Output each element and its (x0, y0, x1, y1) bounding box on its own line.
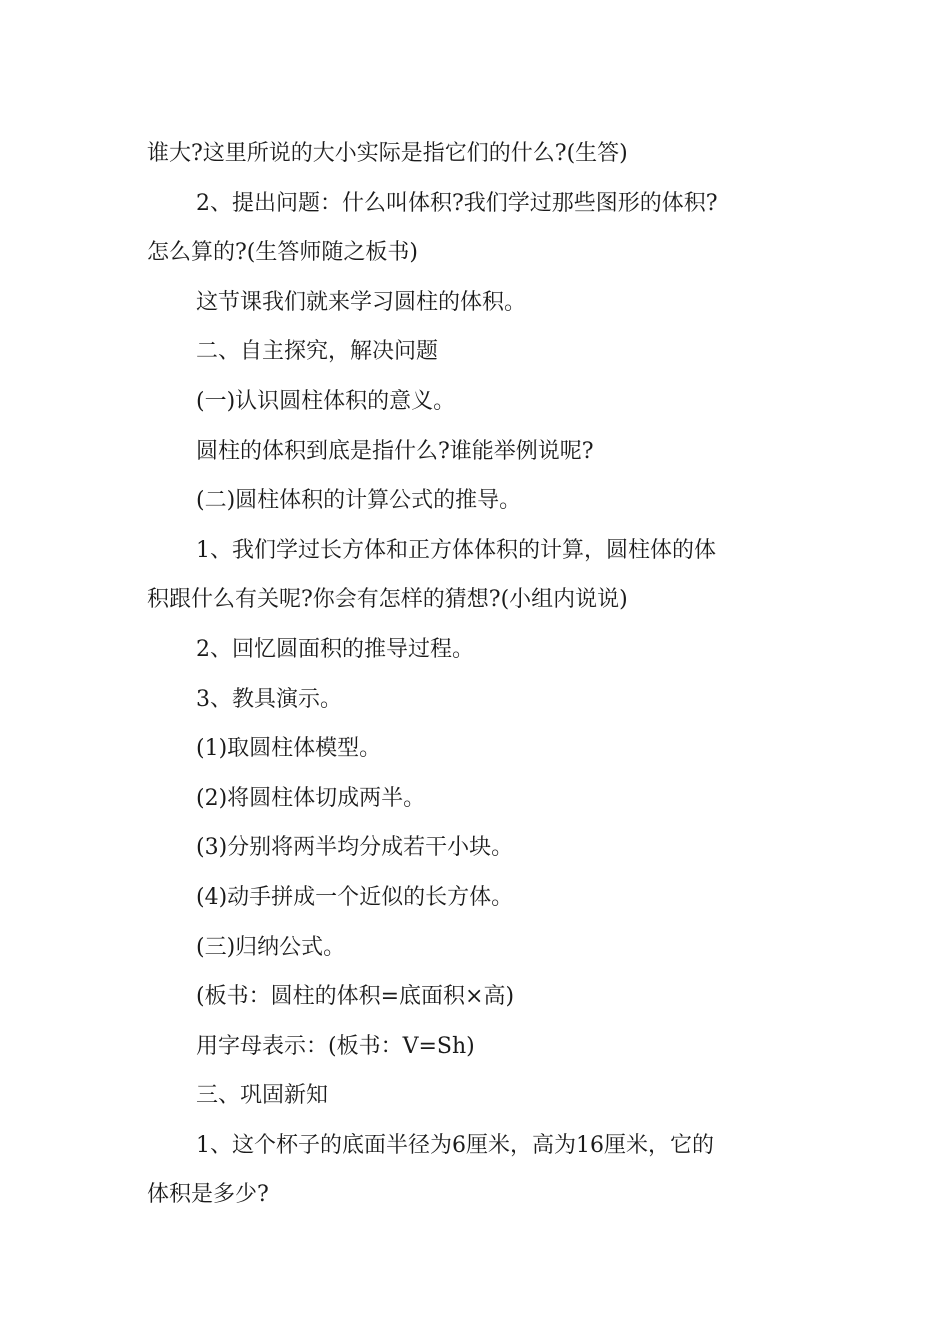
paragraph-line: 1、这个杯子的底面半径为6厘米，高为16厘米，它的 (196, 1132, 714, 1158)
paragraph-line: 怎么算的?(生答师随之板书) (147, 240, 418, 266)
paragraph-line: 体积是多少? (147, 1182, 269, 1208)
paragraph-line: (1)取圆柱体模型。 (196, 736, 382, 762)
paragraph-line: 用字母表示：(板书：V=Sh) (196, 1033, 475, 1059)
paragraph-line: 3、教具演示。 (196, 686, 342, 712)
paragraph-line: 2、提出问题：什么叫体积?我们学过那些图形的体积? (196, 190, 718, 216)
paragraph-line: 积跟什么有关呢?你会有怎样的猜想?(小组内说说) (147, 587, 628, 613)
paragraph-line: (4)动手拼成一个近似的长方体。 (196, 884, 514, 910)
paragraph-line: 这节课我们就来学习圆柱的体积。 (196, 289, 527, 315)
paragraph-line: (二)圆柱体积的计算公式的推导。 (196, 488, 522, 514)
paragraph-line: (三)归纳公式。 (196, 934, 346, 960)
paragraph-line: 二、自主探究，解决问题 (196, 339, 439, 365)
document-body (147, 129, 807, 1220)
paragraph-line: (板书：圆柱的体积=底面积×高) (196, 984, 515, 1010)
paragraph-line: (2)将圆柱体切成两半。 (196, 785, 426, 811)
paragraph-line: (一)认识圆柱体积的意义。 (196, 388, 456, 414)
paragraph-line: 圆柱的体积到底是指什么?谁能举例说呢? (196, 438, 594, 464)
paragraph-line: 谁大?这里所说的大小实际是指它们的什么?(生答) (147, 141, 628, 166)
paragraph-line: (3)分别将两半均分成若干小块。 (196, 835, 514, 861)
paragraph-line: 三、巩固新知 (196, 1083, 329, 1109)
paragraph-line: 1、我们学过长方体和正方体体积的计算，圆柱体的体 (196, 537, 716, 563)
paragraph-line: 2、回忆圆面积的推导过程。 (196, 636, 474, 662)
